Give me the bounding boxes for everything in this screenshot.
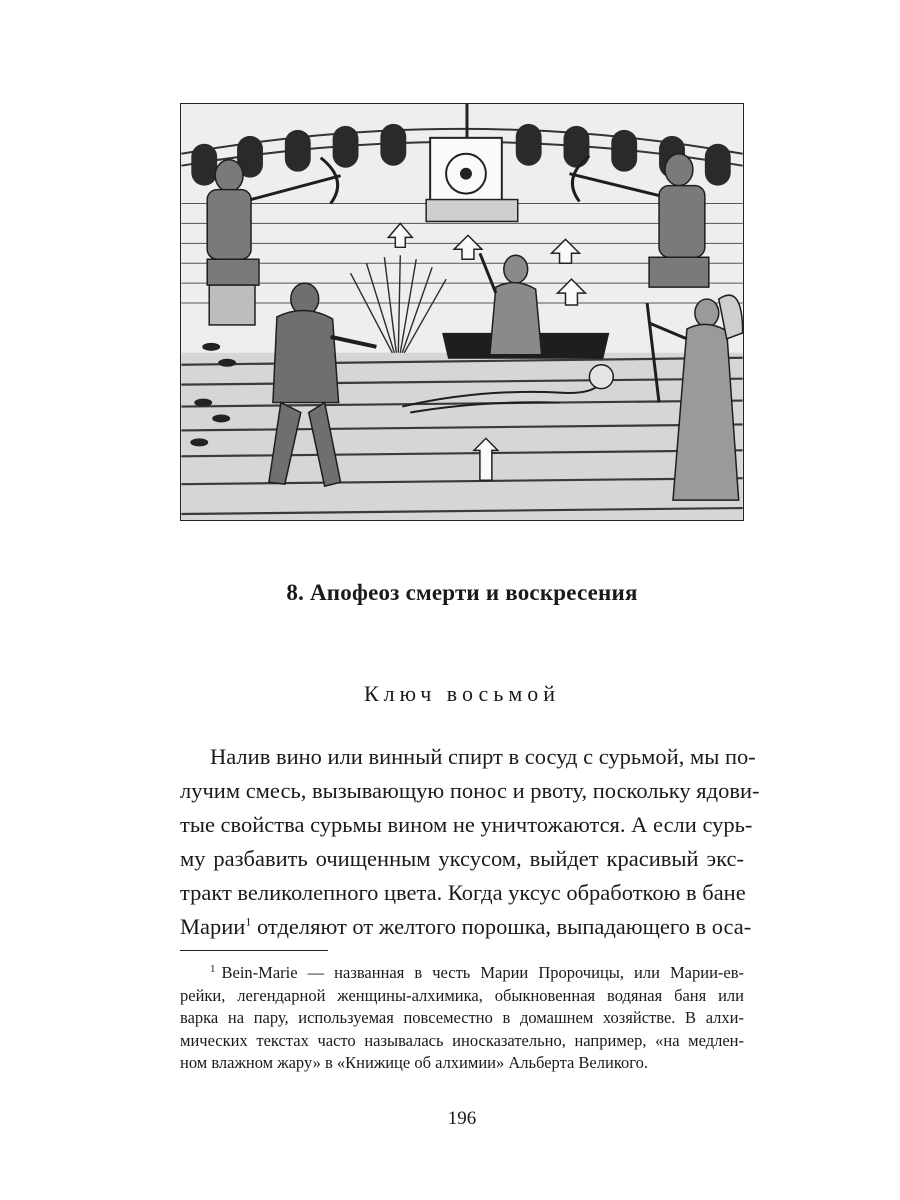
body-paragraph xyxy=(180,740,760,944)
footnote-mark: 1 xyxy=(210,962,216,975)
footnote xyxy=(180,962,744,1075)
footnote-line: мических текстах часто называлась иносказательно, например, «на медлен- xyxy=(180,1030,744,1050)
body-line-last xyxy=(180,910,752,944)
footnote-line: рейки, легендарной женщины-алхимика, обыкновенная водяная баня или xyxy=(180,985,744,1005)
body-line: му разбавить очищенным уксусом, выйдет красивый экс- xyxy=(180,846,744,871)
body-line-last-after: отделяют от желтого порошка, выпадающего в оса- xyxy=(251,914,752,939)
page-number: 196 xyxy=(447,1108,477,1129)
footnote-line: ном влажном жару» в «Книжице об алхимии» Альберта Великого. xyxy=(180,1053,648,1072)
body-line: тракт великолепного цвета. Когда уксус обработкою в бане xyxy=(180,880,746,905)
footnote-line xyxy=(180,962,744,985)
chapter-title: 8. Апофеоз смерти и воскресения xyxy=(286,580,638,605)
body-line: тые свойства сурьмы вином не уничтожаются. А если сурь- xyxy=(180,812,753,837)
footnote-reference[interactable]: 1 xyxy=(245,914,252,929)
footnote-line: варка на пару, используемая повсеместно в домашнем хозяйстве. В алхи- xyxy=(180,1008,744,1027)
body-line: Налив вино или винный спирт в сосуд с сурьмой, мы по- xyxy=(210,744,756,769)
chapter-subtitle: Ключ восьмой xyxy=(363,681,561,706)
footnote-line-text: Bein-Marie — названная в честь Марии Пророчицы, или Марии-ев- xyxy=(221,963,744,982)
footnote-divider xyxy=(180,950,328,951)
alchemical-engraving-icon xyxy=(181,104,743,520)
body-line-last-before: Марии xyxy=(180,914,246,939)
engraving-illustration xyxy=(180,103,744,521)
body-line: лучим смесь, вызывающую понос и рвоту, поскольку ядови- xyxy=(180,778,760,803)
